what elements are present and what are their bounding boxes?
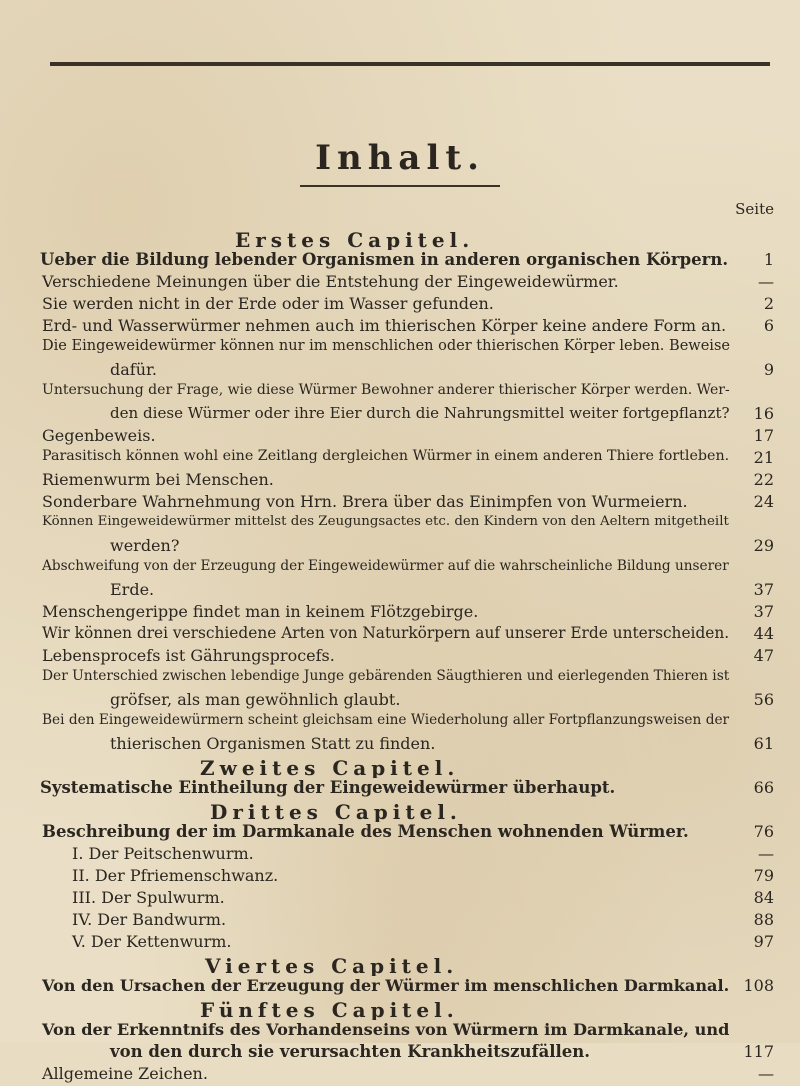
page-number: 22 xyxy=(753,470,774,489)
toc-entry xyxy=(0,688,800,712)
page-number: 79 xyxy=(753,866,774,885)
page-number: — xyxy=(758,272,774,291)
chapter-title: Zweites Capitel. xyxy=(200,756,460,778)
chapter-title: Fünftes Capitel. xyxy=(200,998,459,1020)
toc-entry xyxy=(0,358,800,382)
toc-entry xyxy=(0,1018,800,1042)
entry-text: Erd- und Wasserwürmer nehmen auch im thierischen Körper keine andere Form an. xyxy=(42,316,727,335)
toc-entry xyxy=(0,380,800,404)
toc-entry xyxy=(0,842,800,866)
page-number: 117 xyxy=(743,1042,774,1061)
title-rule xyxy=(300,185,500,187)
entry-text: Beschreibung der im Darmkanale des Menschen wohnenden Würmer. xyxy=(42,822,689,841)
toc-entry xyxy=(0,710,800,734)
entry-text: II. Der Pfriemenschwanz. xyxy=(72,866,279,885)
page-number: 56 xyxy=(753,690,774,709)
entry-text: Ueber die Bildung lebender Organismen in anderen organischen Körpern. xyxy=(40,250,729,269)
chapter-heading xyxy=(0,226,800,250)
entry-text: thierischen Organismen Statt zu finden. xyxy=(110,734,436,753)
entry-text: Wir können drei verschiedene Arten von Naturkörpern auf unserer Erde unterscheiden. xyxy=(42,624,730,642)
page-number: 29 xyxy=(753,536,774,555)
entry-text: Die Eingeweidewürmer können nur im menschlichen oder thierischen Körper leben. Beweise xyxy=(42,338,730,354)
entry-text: Riemenwurm bei Menschen. xyxy=(42,470,274,489)
toc-entry xyxy=(0,468,800,492)
page-number: 44 xyxy=(753,624,774,643)
entry-text: IV. Der Bandwurm. xyxy=(72,910,227,929)
toc-entry xyxy=(0,292,800,316)
entry-text: Sonderbare Wahrnehmung von Hrn. Brera über das Einimpfen von Wurmeiern. xyxy=(42,492,688,511)
chapter-heading xyxy=(0,754,800,778)
toc-entry xyxy=(0,424,800,448)
chapter-title: Erstes Capitel. xyxy=(235,228,475,250)
toc-entry xyxy=(0,512,800,536)
toc-entry xyxy=(0,600,800,624)
page-number: 9 xyxy=(763,360,774,379)
entry-text: Allgemeine Zeichen. xyxy=(42,1064,208,1083)
page-number: 1 xyxy=(763,250,774,269)
entry-text: gröfser, als man gewöhnlich glaubt. xyxy=(110,690,401,709)
page-number: 61 xyxy=(753,734,774,753)
page-number: — xyxy=(758,844,774,863)
entry-text: Abschweifung von der Erzeugung der Eingeweidewürmer auf die wahrscheinliche Bildung unserer xyxy=(42,558,729,574)
toc-entry xyxy=(0,644,800,668)
toc-entry xyxy=(0,1062,800,1086)
toc-entry xyxy=(0,578,800,602)
entry-text: von den durch sie verursachten Krankheitszufällen. xyxy=(110,1042,591,1061)
toc-entry xyxy=(0,490,800,514)
page-number: 37 xyxy=(753,580,774,599)
page-number: 6 xyxy=(763,316,774,335)
toc-entry xyxy=(0,886,800,910)
chapter-heading xyxy=(0,798,800,822)
toc-entry xyxy=(0,908,800,932)
chapter-title: Drittes Capitel. xyxy=(210,800,462,822)
toc-entry xyxy=(0,270,800,294)
toc-entry xyxy=(0,974,800,998)
page-number: 66 xyxy=(753,778,774,797)
entry-text: Parasitisch können wohl eine Zeitlang dergleichen Würmer in einem anderen Thiere fortleben. xyxy=(42,448,730,464)
entry-text: Lebensprocefs ist Gährungsprocefs. xyxy=(42,646,335,665)
toc-entry xyxy=(0,534,800,558)
entry-text: I. Der Peitschenwurm. xyxy=(72,844,254,863)
entry-text: Verschiedene Meinungen über die Entstehung der Eingeweidewürmer. xyxy=(42,272,619,291)
toc-entry xyxy=(0,864,800,888)
toc-entry xyxy=(0,556,800,580)
chapter-title: Viertes Capitel. xyxy=(205,954,459,976)
toc-entry xyxy=(0,1040,800,1064)
page-number: 21 xyxy=(753,448,774,467)
entry-text: Menschengerippe findet man in keinem Flötzgebirge. xyxy=(42,602,479,621)
page-column-label: Seite xyxy=(735,200,774,218)
page-number: 16 xyxy=(753,404,774,423)
toc-entry xyxy=(0,930,800,954)
entry-text: V. Der Kettenwurm. xyxy=(72,932,232,951)
top-rule xyxy=(50,62,770,66)
entry-text: den diese Würmer oder ihre Eier durch die Nahrungsmittel weiter fortgepflanzt? xyxy=(110,404,730,422)
page-number: 37 xyxy=(753,602,774,621)
toc-entry xyxy=(0,820,800,844)
chapter-heading xyxy=(0,996,800,1020)
toc-entry xyxy=(0,402,800,426)
page-number: 24 xyxy=(753,492,774,511)
entry-text: Von den Ursachen der Erzeugung der Würmer im menschlichen Darmkanal. xyxy=(42,976,730,995)
toc-entry xyxy=(0,666,800,690)
toc-entry xyxy=(0,776,800,800)
toc-entry xyxy=(0,314,800,338)
entry-text: Von der Erkenntnifs des Vorhandenseins von Würmern im Darmkanale, und xyxy=(42,1020,730,1039)
entry-text: Erde. xyxy=(110,580,155,599)
page-number: 47 xyxy=(753,646,774,665)
page-number: 108 xyxy=(743,976,774,995)
page-number: 97 xyxy=(753,932,774,951)
page-number: 88 xyxy=(753,910,774,929)
entry-text: werden? xyxy=(110,536,180,555)
toc-entry xyxy=(0,248,800,272)
entry-text: III. Der Spulwurm. xyxy=(72,888,225,907)
entry-text: Bei den Eingeweidewürmern scheint gleichsam eine Wiederholung aller Fortpflanzungsweisen der xyxy=(42,712,730,728)
toc-entry xyxy=(0,732,800,756)
entry-text: Systematische Eintheilung der Eingeweidewürmer überhaupt. xyxy=(40,778,616,797)
entry-text: dafür. xyxy=(110,360,157,379)
page-number: 17 xyxy=(753,426,774,445)
toc-entry xyxy=(0,622,800,646)
page-number: 84 xyxy=(753,888,774,907)
page-number: — xyxy=(758,1064,774,1083)
entry-text: Der Unterschied zwischen lebendige Junge gebärenden Säugthieren und eierlegenden Thieren ist xyxy=(42,668,730,684)
toc-entry xyxy=(0,446,800,470)
page-number: 2 xyxy=(763,294,774,313)
entry-text: Gegenbeweis. xyxy=(42,426,156,445)
page-number: 76 xyxy=(753,822,774,841)
entry-text: Können Eingeweidewürmer mittelst des Zeugungsactes etc. den Kindern von den Aeltern mitgetheilt xyxy=(42,514,729,529)
entry-text: Sie werden nicht in der Erde oder im Wasser gefunden. xyxy=(42,294,494,313)
chapter-heading xyxy=(0,952,800,976)
entry-text: Untersuchung der Frage, wie diese Würmer Bewohner anderer thierischer Körper werden. Wer- xyxy=(42,382,730,398)
toc-entry xyxy=(0,336,800,360)
page-title: Inhalt. xyxy=(315,138,485,178)
